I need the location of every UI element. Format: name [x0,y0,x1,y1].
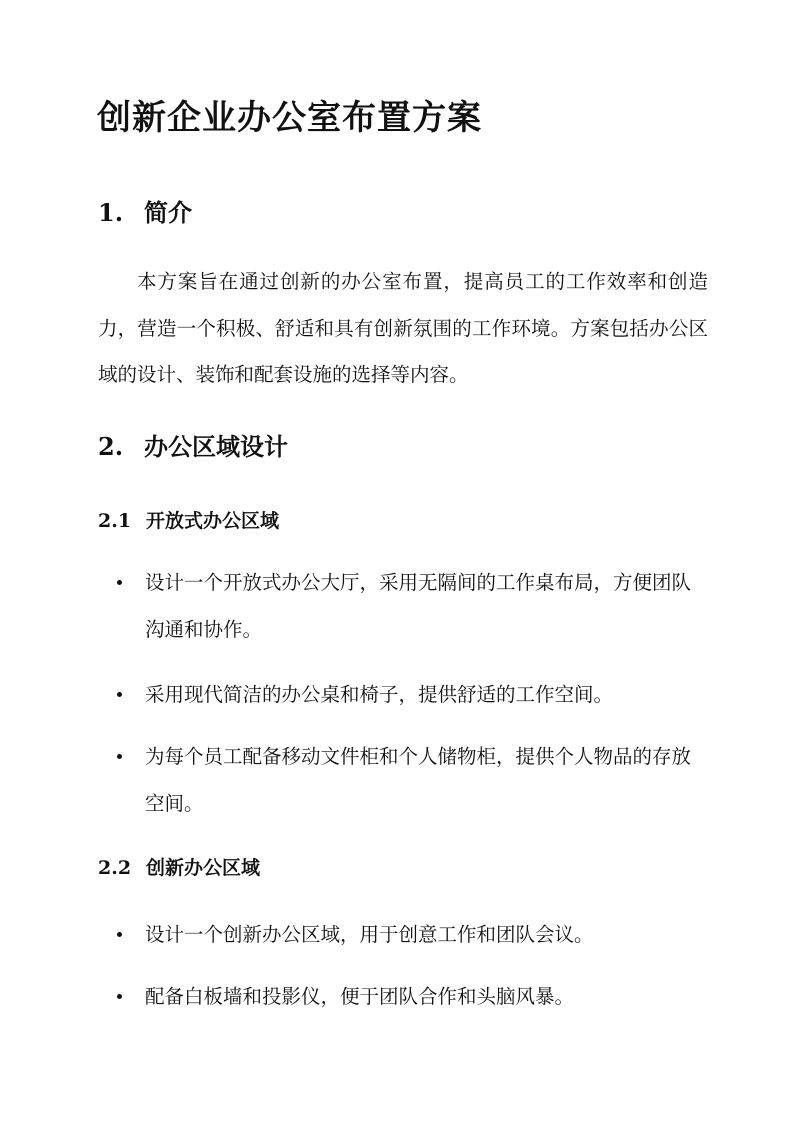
subsection-number: 2.1 [98,510,132,532]
bullet-icon [117,580,122,585]
bullet-icon [117,754,122,759]
list-item-text: 配备白板墙和投影仪，便于团队合作和头脑风暴。 [145,985,575,1008]
section-title: 简介 [144,198,192,227]
section-number: 2. [98,432,124,461]
subsection-heading-open-office [98,507,279,535]
subsection-title: 开放式办公区域 [146,510,280,532]
subsection-number: 2.2 [98,857,132,879]
document-title: 创新企业办公室布置方案 [97,98,482,138]
section-heading-office-design [98,430,288,464]
subsection-heading-innovation-office [98,854,260,882]
bullet-icon [117,932,122,937]
list-item-text: 设计一个创新办公区域，用于创意工作和团队会议。 [145,923,594,946]
list-item [117,733,697,827]
section-title: 办公区域设计 [144,432,288,461]
list-item [117,911,697,958]
section-heading-intro [98,196,192,230]
list-item [117,559,697,653]
intro-paragraph: 本方案旨在通过创新的办公室布置，提高员工的工作效率和创造力，营造一个积极、舒适和具有创新氛围的工作环境。方案包括办公区域的设计、装饰和配套设施的选择等内容。 [98,270,708,386]
list-item-text: 为每个员工配备移动文件柜和个人储物柜，提供个人物品的存放空间。 [145,745,692,815]
subsection-title: 创新办公区域 [146,857,261,879]
section-number: 1. [98,198,124,227]
bullet-icon [117,994,122,999]
list-item-text: 采用现代简洁的办公桌和椅子，提供舒适的工作空间。 [145,683,614,706]
list-item [117,973,697,1020]
list-item-text: 设计一个开放式办公大厅，采用无隔间的工作桌布局，方便团队沟通和协作。 [145,571,692,641]
bullet-icon [117,692,122,697]
list-item [117,671,697,718]
